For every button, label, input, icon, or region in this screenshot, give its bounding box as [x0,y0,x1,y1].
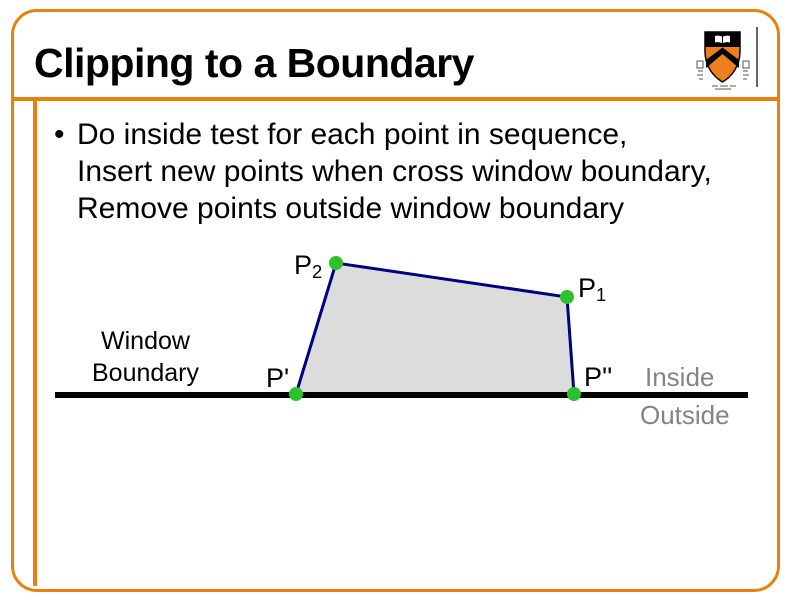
vertex-label-p-double-prime: P'' [584,362,613,392]
vertex-dot-P2 [329,256,343,270]
bullet-line-2: Insert new points when cross window boundary, [77,155,712,188]
vertex-dot-Ppp [567,387,581,401]
vertex-label-p1: $P_1$ [578,273,607,306]
vertex-label-p2: $P_2$ [294,250,323,283]
vertex-dot-Pp [289,387,303,401]
bullet-marker: • [54,118,65,151]
clipped-polygon-fill [296,263,574,394]
inside-label: Inside [645,362,715,392]
bullet-line-3: Remove points outside window boundary [77,192,624,225]
vertex-dot-P1 [560,290,574,304]
window-boundary-label: Window Boundary [91,327,200,387]
bullet-line-1: Do inside test for each point in sequence, [77,118,628,151]
vertex-label-p-prime: P' [266,363,290,393]
page-title: Clipping to a Boundary [34,40,474,86]
outside-label: Outside [640,400,730,430]
